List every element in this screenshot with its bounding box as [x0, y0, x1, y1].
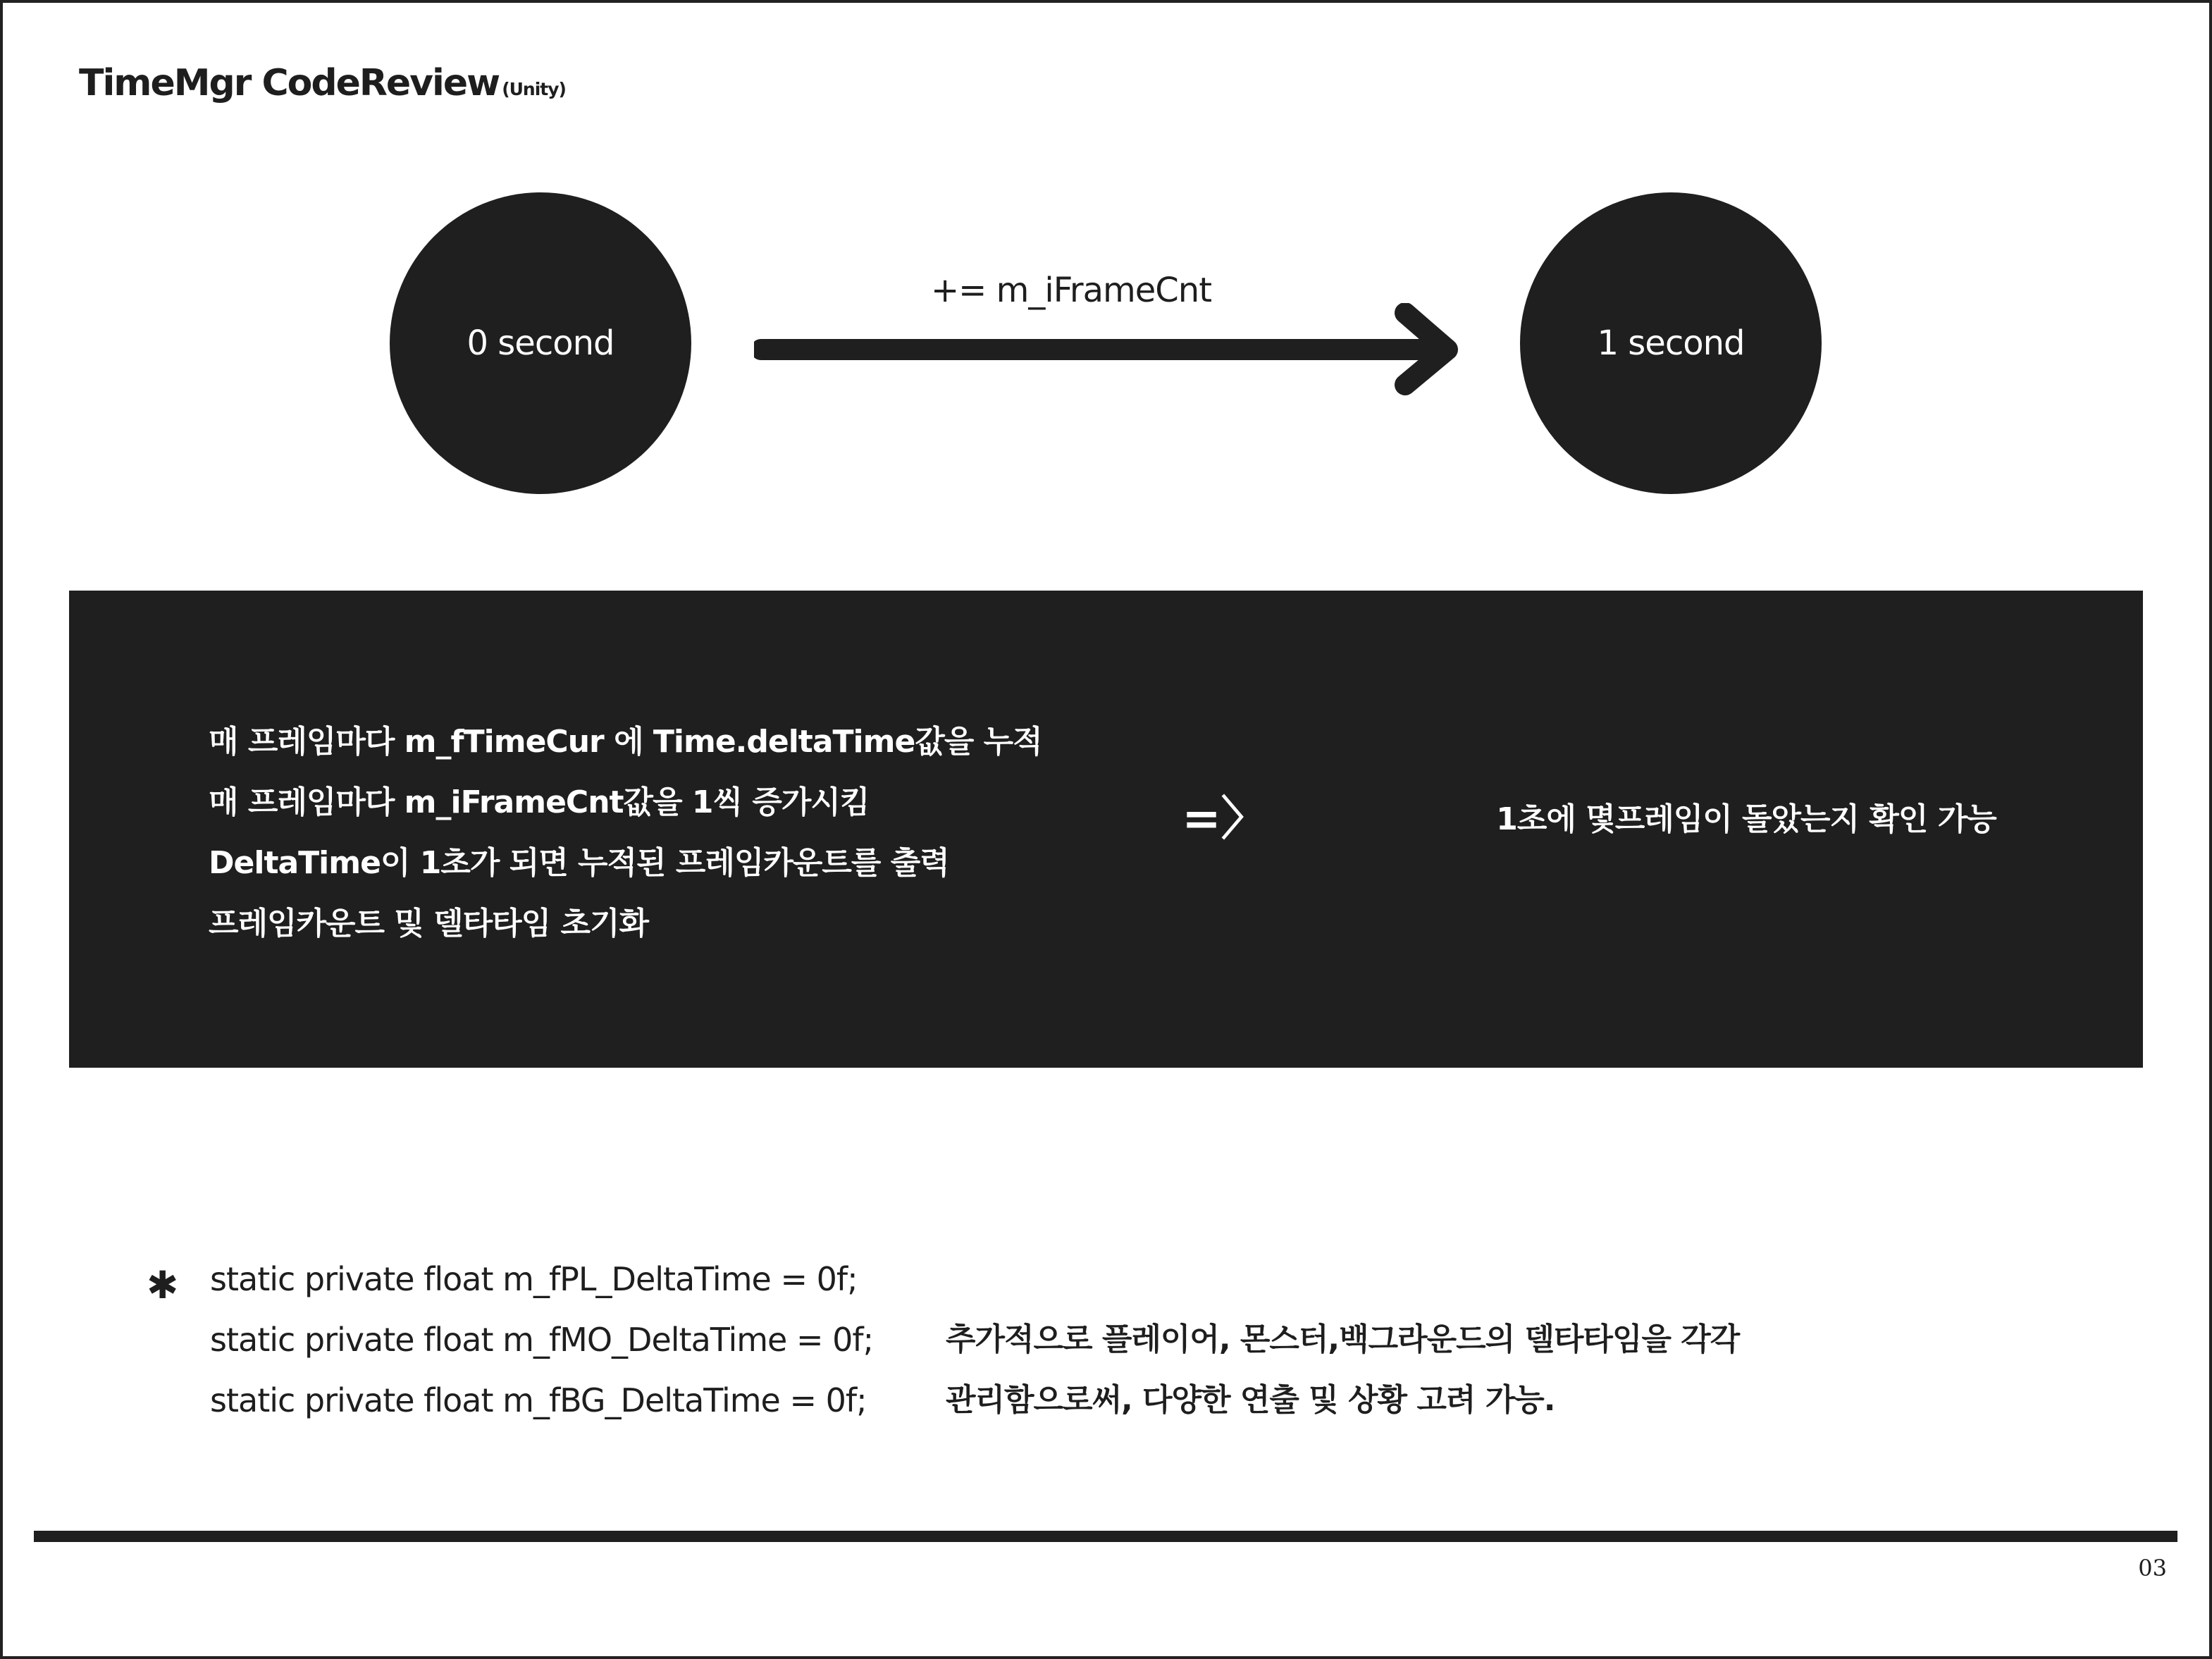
implies-arrow-icon: =〉 — [1182, 791, 1268, 846]
arrow-label: += m_iFrameCnt — [930, 271, 1212, 310]
title-text: TimeMgr CodeReview — [79, 62, 500, 104]
code-description — [946, 1309, 1739, 1431]
code-line: static private float m_fBG_DeltaTime = 0f; — [210, 1381, 867, 1419]
explanation-panel — [69, 591, 2143, 1068]
title-suffix: (Unity) — [502, 79, 566, 99]
explanation-line: 프레임카운트 및 델타타임 초기화 — [209, 906, 649, 942]
asterisk-icon: ✱ — [147, 1263, 179, 1307]
page-number: 03 — [2138, 1555, 2167, 1581]
code-line: static private float m_fMO_DeltaTime = 0f; — [210, 1321, 874, 1359]
explanation-list — [209, 712, 1042, 954]
explanation-line: DeltaTime이 1초가 되면 누적된 프레임카운트를 출력 — [209, 845, 949, 881]
footer-divider — [34, 1531, 2177, 1542]
explanation-result: 1초에 몇프레임이 돌았는지 확인 가능 — [1496, 801, 1996, 837]
start-circle-label: 0 second — [467, 323, 614, 363]
right-arrow-icon — [754, 303, 1463, 402]
start-circle — [390, 192, 691, 494]
explanation-line: 매 프레임마다 m_iFrameCnt값을 1씩 증가시킴 — [209, 784, 870, 820]
description-line: 추가적으로 플레이어, 몬스터,백그라운드의 델타타임을 각각 — [946, 1321, 1740, 1357]
explanation-line: 매 프레임마다 m_fTimeCur 에 Time.deltaTime값을 누적 — [209, 724, 1042, 760]
end-circle-label: 1 second — [1597, 323, 1745, 363]
end-circle — [1520, 192, 1822, 494]
code-line: static private float m_fPL_DeltaTime = 0f; — [210, 1260, 858, 1298]
slide-title — [79, 62, 566, 104]
code-block — [210, 1249, 873, 1431]
description-line: 관리함으로써, 다양한 연출 및 상황 고려 가능. — [946, 1382, 1555, 1418]
